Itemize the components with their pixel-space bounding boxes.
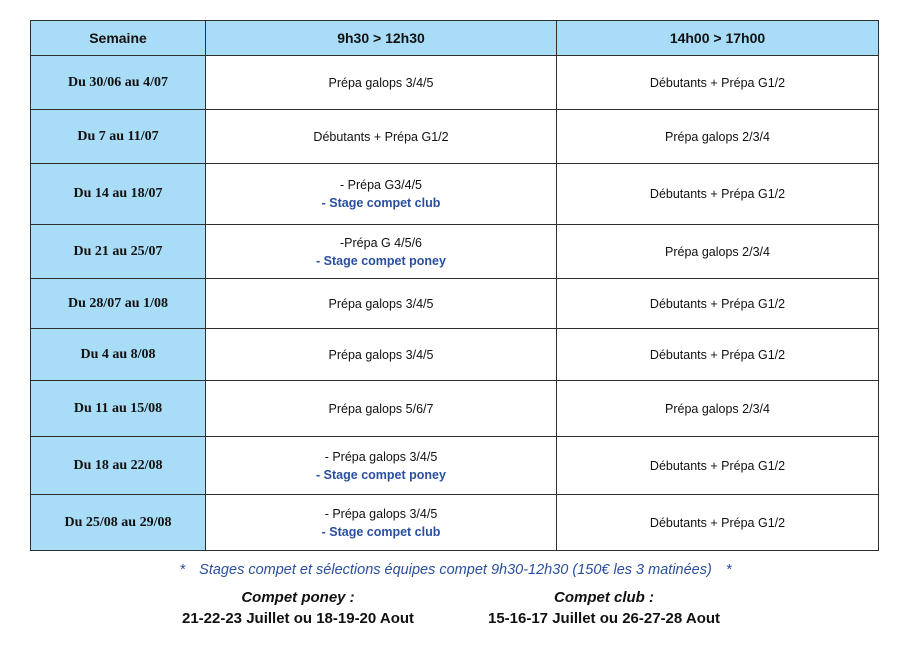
footer-note [0, 562, 911, 578]
morning-highlight: - Stage compet club [321, 524, 441, 539]
afternoon-cell: Débutants + Prépa G1/2 [557, 495, 879, 551]
morning-highlight: - Stage compet poney [316, 467, 446, 482]
week-cell: Du 4 au 8/08 [31, 329, 206, 381]
footer-note-text: Stages compet et sélections équipes compet 9h30-12h30 (150€ les 3 matinées) [199, 562, 712, 578]
afternoon-cell: Débutants + Prépa G1/2 [557, 437, 879, 495]
afternoon-cell: Débutants + Prépa G1/2 [557, 164, 879, 225]
compet-club-dates: 15-16-17 Juillet ou 26-27-28 Aout [487, 610, 721, 627]
afternoon-cell: Débutants + Prépa G1/2 [557, 279, 879, 329]
header-morning: 9h30 > 12h30 [206, 21, 557, 56]
table-row [31, 437, 879, 495]
afternoon-cell: Débutants + Prépa G1/2 [557, 56, 879, 110]
compet-club-block [424, 588, 784, 630]
table-row [31, 279, 879, 329]
header-row [31, 21, 879, 56]
morning-cell [206, 164, 557, 225]
week-cell: Du 11 au 15/08 [31, 381, 206, 437]
week-cell: Du 21 au 25/07 [31, 225, 206, 279]
week-cell: Du 18 au 22/08 [31, 437, 206, 495]
compet-poney-dates: 21-22-23 Juillet ou 18-19-20 Aout [181, 610, 415, 627]
morning-text: Débutants + Prépa G1/2 [313, 129, 449, 144]
morning-cell [206, 225, 557, 279]
morning-cell [206, 110, 557, 164]
week-cell: Du 7 au 11/07 [31, 110, 206, 164]
week-cell: Du 25/08 au 29/08 [31, 495, 206, 551]
morning-highlight: - Stage compet club [321, 196, 441, 210]
table-row [31, 381, 879, 437]
morning-text: - Prépa G3/4/5 [340, 178, 422, 192]
header-afternoon: 14h00 > 17h00 [557, 21, 879, 56]
afternoon-cell: Prépa galops 2/3/4 [557, 110, 879, 164]
afternoon-cell: Prépa galops 2/3/4 [557, 225, 879, 279]
morning-text: -Prépa G 4/5/6 [340, 235, 422, 250]
morning-highlight: - Stage compet poney [316, 253, 446, 268]
compet-poney-title: Compet poney : [241, 589, 355, 606]
table-row [31, 329, 879, 381]
table-row [31, 225, 879, 279]
schedule-table [30, 20, 879, 551]
star-right: * [725, 562, 732, 578]
morning-cell [206, 279, 557, 329]
table-row [31, 110, 879, 164]
table-row [31, 164, 879, 225]
compet-club-title: Compet club : [554, 589, 654, 606]
morning-cell [206, 437, 557, 495]
week-cell: Du 14 au 18/07 [31, 164, 206, 225]
star-left: * [179, 562, 186, 578]
morning-cell [206, 329, 557, 381]
week-cell: Du 30/06 au 4/07 [31, 56, 206, 110]
morning-cell [206, 495, 557, 551]
morning-cell [206, 56, 557, 110]
morning-text: Prépa galops 3/4/5 [328, 75, 434, 90]
table-row [31, 495, 879, 551]
morning-cell [206, 381, 557, 437]
morning-text: Prépa galops 3/4/5 [328, 296, 434, 311]
morning-text: Prépa galops 5/6/7 [328, 401, 434, 416]
morning-text: - Prépa galops 3/4/5 [324, 449, 438, 464]
week-cell: Du 28/07 au 1/08 [31, 279, 206, 329]
afternoon-cell: Prépa galops 2/3/4 [557, 381, 879, 437]
header-semaine: Semaine [31, 21, 206, 56]
morning-text: - Prépa galops 3/4/5 [324, 506, 438, 521]
table-row [31, 56, 879, 110]
morning-text: Prépa galops 3/4/5 [328, 347, 434, 362]
afternoon-cell: Débutants + Prépa G1/2 [557, 329, 879, 381]
